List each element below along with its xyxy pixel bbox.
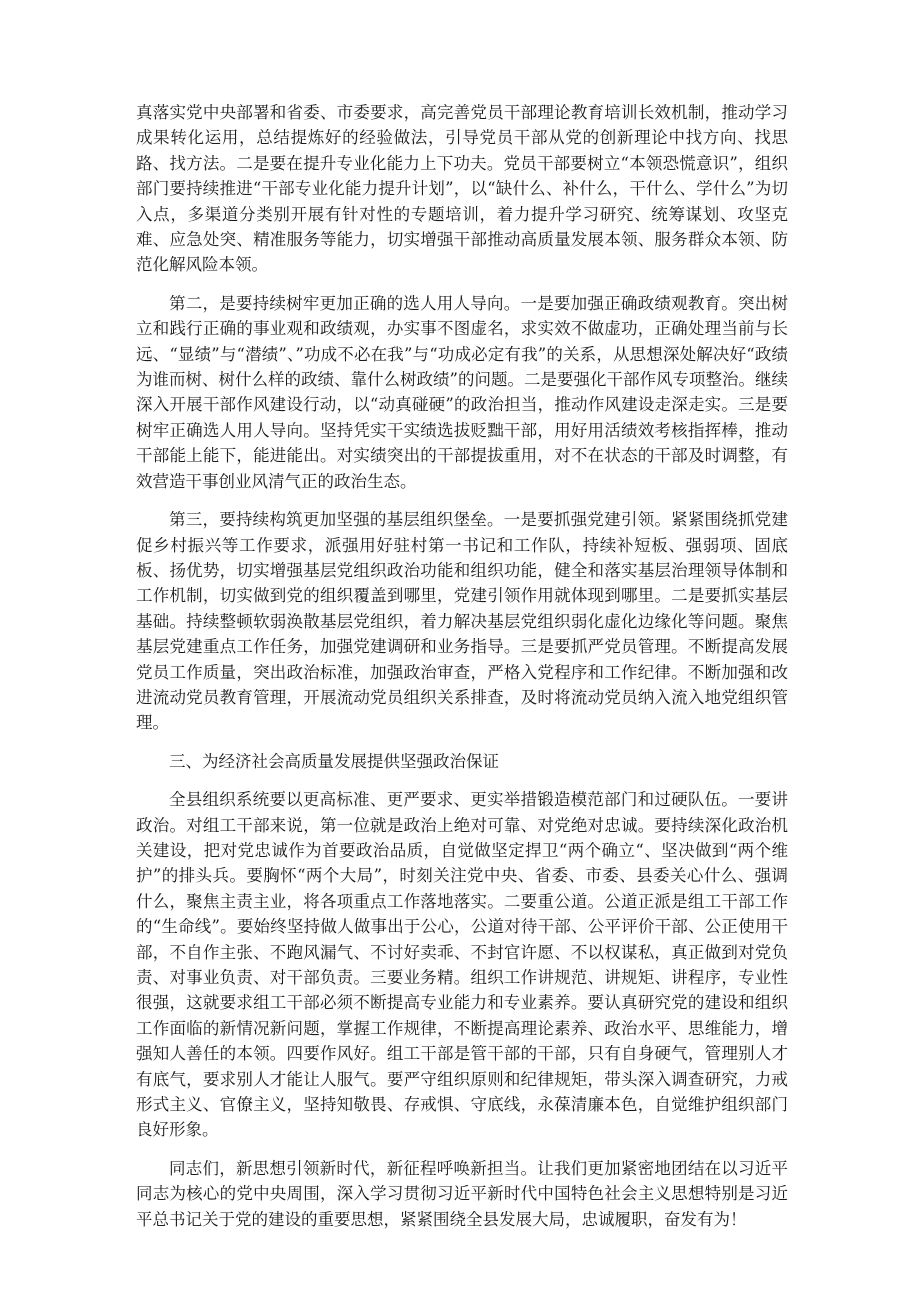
paragraph-closing: 同志们，新思想引领新时代，新征程呼唤新担当。让我们更加紧密地团结在以习近平同志为核心的党中央周围，深入学习贯彻习近平新时代中国特色社会主义思想特别是习近平总书记关于党的建设的重要思想，紧紧围绕全县发展大局，忠诚履职，奋发有为！ <box>136 1158 788 1229</box>
document-body <box>136 100 788 1245</box>
section-heading-three: 三、为经济社会高质量发展提供坚强政治保证 <box>169 751 499 771</box>
paragraph-third-point: 第三，要持续构筑更加坚强的基层组织堡垒。一是要抓强党建引领。紧紧围绕抓党建促乡村振兴等工作要求，派强用好驻村第一书记和工作队，持续补短板、强弱项、固底板、扬优势，切实增强基层党组织政治功能和组织功能，健全和落实基层治理领导体制和工作机制，切实做到党的组织覆盖到哪里，党建引领作用就体现到哪里。二是要抓实基层基础。持续整顿软弱涣散基层党组织，着力解决基层党组织弱化虚化边缘化等问题。聚焦基层党建重点工作任务，加强党建调研和业务指导。三是要抓严党员管理。不断提高发展党员工作质量，突出政治标准，加强政治审查，严格入党程序和工作纪律。不断加强和改进流动党员教育管理，开展流动党员组织关系排查，及时将流动党员纳入流入地党组织管理。 <box>136 510 788 733</box>
paragraph-second-point: 第二，是要持续树牢更加正确的选人用人导向。一是要加强正确政绩观教育。突出树立和践行正确的事业观和政绩观，办实事不图虚名，求实效不做虚功，正确处理当前与长远、“显绩”与“潜绩”、”功成不必在我”与“功成必定有我”的关系，从思想深处解决好“政绩为谁而树、树什么样的政绩、靠什么树政绩”的问题。二是要强化干部作风专项整治。继续深入开展干部作风建设行动，以“动真碰硬”的政治担当，推动作风建设走深走实。三是要树牢正确选人用人导向。坚持凭实干实绩选拔贬黜干部，用好用活绩效考核指挥棒，推动干部能上能下，能进能出。对实绩突出的干部提拔重用，对不在状态的干部及时调整，有效营造干事创业风清气正的政治生态。 <box>136 293 788 491</box>
paragraph-continued: 真落实党中央部署和省委、市委要求，高完善党员干部理论教育培训长效机制，推动学习成果转化运用，总结提炼好的经验做法，引导党员干部从党的创新理论中找方向、找思路、找方法。二是要在提升专业化能力上下功夫。党员干部要树立“本领恐慌意识”，组织部门要持续推进“干部专业化能力提升计划”，以“缺什么、补什么，干什么、学什么”为切入点，多渠道分类别开展有针对性的专题培训，着力提升学习研究、统筹谋划、攻坚克难、应急处突、精准服务等能力，切实增强干部推动高质量发展本领、服务群众本领、防范化解风险本领。 <box>136 103 788 275</box>
paragraph-section-three: 全县组织系统要以更高标准、更严要求、更实举措锻造模范部门和过硬队伍。一要讲政治。对组工干部来说，第一位就是政治上绝对可靠、对党绝对忠诚。要持续深化政治机关建设，把对党忠诚作为首要政治品质，自觉做坚定捍卫“两个确立“、坚决做到“两个维护”的排头兵。要胸怀“两个大局”，时刻关注党中央、省委、市委、县委关心什么、强调什么，聚焦主责主业，将各项重点工作落地落实。二要重公道。公道正派是组工干部工作的“生命线”。要始终坚持做人做事出于公心，公道对待干部、公平评价干部、公正使用干部，不自作主张、不跑风漏气、不讨好卖乖、不封官许愿、不以权谋私，真正做到对党负责、对事业负责、对干部负责。三要业务精。组织工作讲规范、讲规矩、讲程序，专业性很强，这就要求组工干部必须不断提高专业能力和专业素养。要认真研究党的建设和组织工作面临的新情况新问题，掌握工作规律，不断提高理论素养、政治水平、思维能力，增强知人善任的本领。四要作风好。组工干部是管干部的干部，只有自身硬气，管理别人才有底气，要求别人才能让人服气。要严守组织原则和纪律规矩，带头深入调查研究，力戒形式主义、官僚主义，坚持知敬畏、存戒惧、守底线，永葆清廉本色，自觉维护组织部门良好形象。 <box>136 790 788 1140</box>
